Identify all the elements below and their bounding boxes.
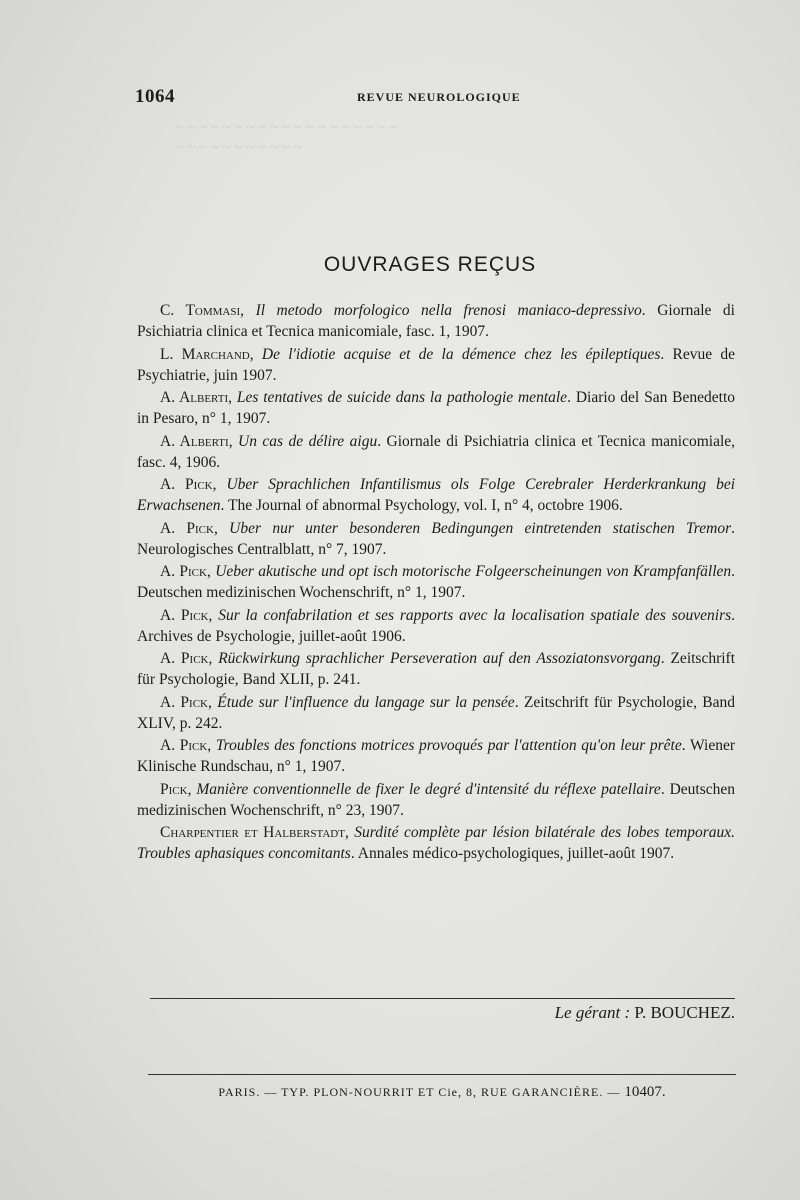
list-item: L. Marchand, De l'idiotie acquise et de la démence chez les épileptiques. Revue de Psychiatrie, juin 1907. xyxy=(137,345,736,384)
entry-title: Surdité complète par lésion bilatérale des lobes temporaux. Troubles aphasiques concomitants xyxy=(137,824,736,862)
entry-source: Diario del San Benedetto in Pesaro, n° 1, 1907. xyxy=(137,389,736,427)
entry-author: A. Alberti xyxy=(160,389,229,406)
entry-source: Revue de Psychiatrie, juin 1907. xyxy=(137,345,736,384)
entry-source: Deutschen medizinischen Wochenschrift, n° 23, 1907. xyxy=(137,780,736,819)
bleed-through-text: ~ ~ ~ ~ ~ ~ ~ ~ ~ ~ ~ ~ ~ ~ ~ ~ ~ ~ ~ ~ ~ ~ ~ ~ ~ ~ ~ ~ ~ ~ xyxy=(175,120,397,156)
entry-title: De l'idiotie acquise et de la démence chez les épileptiques xyxy=(261,345,661,363)
entry-author: Charpentier et Halberstadt xyxy=(160,824,345,841)
entry-source: Zeitschrift für Psychologie, Band XLIV, p. 242. xyxy=(137,693,736,732)
list-item: C. Tommasi, Il metodo morfologico nella frenosi maniaco-depressivo. Giornale di Psichiatria clinica et Tecnica manicomiale, fasc. 1, 1907. xyxy=(137,302,735,340)
entry-title: Un cas de délire aigu xyxy=(238,432,378,450)
entry-author: A. Pick xyxy=(160,563,207,580)
entry-author: A. Pick xyxy=(160,476,213,493)
entry-title: Troubles des fonctions motrices provoqués par l'attention qu'on leur prête xyxy=(215,737,682,754)
list-item: A. Pick, Sur la confabrilation et ses rapports avec la localisation spatiale des souvenirs. Archives de Psychologie, juillet-août 1906. xyxy=(137,606,736,645)
entry-source: Annales médico-psychologiques, juillet-août 1907. xyxy=(357,845,675,862)
entry-source: The Journal of abnormal Psychology, vol. I, n° 4, octobre 1906. xyxy=(228,497,623,514)
entry-author: A. Pick xyxy=(160,606,209,624)
entry-title: Ueber akutische und opt isch motorische Folgeerscheinungen von Krampfanfällen xyxy=(215,563,732,580)
signature-name: P. BOUCHEZ. xyxy=(634,1003,735,1022)
list-item: A. Pick, Troubles des fonctions motrices provoqués par l'attention qu'on leur prête. Wiener Klinische Rundschau, n° 1, 1907. xyxy=(137,737,735,775)
entry-title: Manière conventionnelle de fixer le degré d'intensité du réflexe patellaire xyxy=(196,780,661,798)
section-title: OUVRAGES REÇUS xyxy=(323,253,537,276)
entry-source: Zeitschrift für Psychologie, Band XLII, p. 241. xyxy=(137,650,736,688)
entries-list xyxy=(137,300,735,866)
imprint-number: 10407. xyxy=(624,1084,666,1100)
entry-author: A. Pick xyxy=(160,519,214,537)
running-title: REVUE NEUROLOGIQUE xyxy=(357,90,521,104)
entry-title: Étude sur l'influence du langage sur la pensée xyxy=(217,693,515,711)
entry-source: Giornale di Psichiatria clinica et Tecnica manicomiale, fasc. 4, 1906. xyxy=(137,432,736,471)
page-header xyxy=(135,86,735,110)
entry-source: Neurologisches Centralblatt, n° 7, 1907. xyxy=(137,540,387,558)
entry-source: Wiener Klinische Rundschau, n° 1, 1907. xyxy=(137,737,735,775)
entry-title: Les tentatives de suicide dans la pathologie mentale xyxy=(236,389,568,406)
list-item: A. Pick, Rückwirkung sprachlicher Perseveration auf den Assoziatonsvorgang. Zeitschrift für Psychologie, Band XLII, p. 241. xyxy=(137,650,736,688)
footer-divider xyxy=(148,1074,736,1075)
list-item: Pick, Manière conventionnelle de fixer le degré d'intensité du réflexe patellaire. Deutschen medizinischen Wochenschrift, n° 23, 1907. xyxy=(137,780,736,819)
entry-source: Giornale di Psichiatria clinica et Tecnica manicomiale, fasc. 1, 1907. xyxy=(137,302,735,340)
list-item: A. Pick, Uber Sprachlichen Infantilismus ols Folge Cerebraler Herderkrankung bei Erwachsenen. The Journal of abnormal Psychology, vol. I, n° 4, octobre 1906. xyxy=(137,476,736,514)
entry-title: Uber nur unter besonderen Bedingungen eintretenden statischen Tremor xyxy=(229,519,732,537)
list-item: Charpentier et Halberstadt, Surdité complète par lésion bilatérale des lobes temporaux. Troubles aphasiques concomitants. Annales médico-psychologiques, juillet-août 1907. xyxy=(137,824,736,862)
page-number: 1064 xyxy=(135,86,175,107)
list-item: A. Pick, Uber nur unter besonderen Bedingungen eintretenden statischen Tremor. Neurologisches Centralblatt, n° 7, 1907. xyxy=(137,519,735,558)
imprint-text: PARIS. — TYP. PLON-NOURRIT ET Cie, 8, RUE GARANCIÈRE. — xyxy=(218,1085,621,1099)
signature-line xyxy=(150,998,735,1023)
entry-title: Il metodo morfologico nella frenosi maniaco-depressivo xyxy=(255,302,642,319)
list-item: A. Pick, Étude sur l'influence du langage sur la pensée. Zeitschrift für Psychologie, Band XLIV, p. 242. xyxy=(137,693,736,732)
entry-author: A. Pick xyxy=(160,693,208,711)
entry-author: A. Pick xyxy=(160,650,209,667)
signature-role: Le gérant : xyxy=(554,1003,631,1022)
entry-author: C. Tommasi xyxy=(160,302,241,319)
list-item: A. Alberti, Un cas de délire aigu. Giornale di Psichiatria clinica et Tecnica manicomiale, fasc. 4, 1906. xyxy=(137,432,736,471)
entry-source: Archives de Psychologie, juillet-août 1906. xyxy=(137,627,406,645)
entry-title: Uber Sprachlichen Infantilismus ols Folge Cerebraler Herderkrankung bei Erwachsenen xyxy=(137,476,736,514)
list-item: A. Pick, Ueber akutische und opt isch motorische Folgeerscheinungen von Krampfanfällen. Deutschen medizinischen Wochenschrift, n° 1, 1907. xyxy=(137,563,736,601)
entry-author: Pick xyxy=(160,780,188,798)
entry-title: Sur la confabrilation et ses rapports avec la localisation spatiale des souvenirs xyxy=(218,606,732,624)
entry-author: L. Marchand xyxy=(160,345,250,363)
entry-title: Rückwirkung sprachlicher Perseveration auf den Assoziatonsvorgang xyxy=(218,650,661,667)
entry-source: Deutschen medizinischen Wochenschrift, n° 1, 1907. xyxy=(137,584,466,601)
printer-imprint xyxy=(148,1084,736,1101)
entry-author: A. Pick xyxy=(160,737,208,754)
entry-author: A. Alberti xyxy=(160,432,229,450)
list-item: A. Alberti, Les tentatives de suicide dans la pathologie mentale. Diario del San Benedetto in Pesaro, n° 1, 1907. xyxy=(137,389,736,427)
